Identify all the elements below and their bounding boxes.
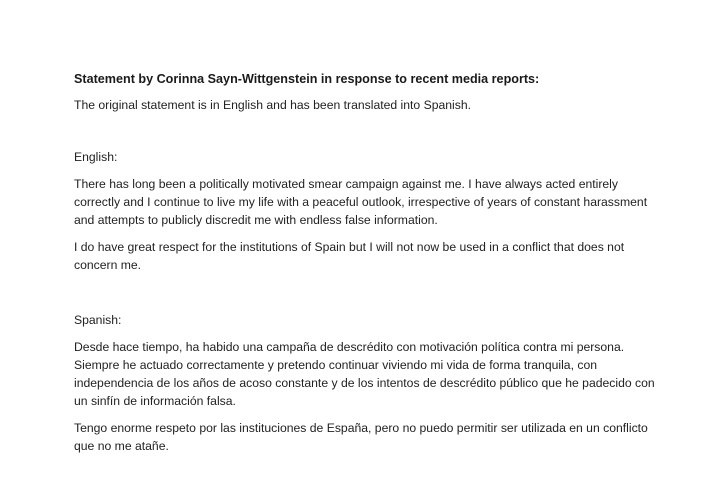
spanish-label: Spanish:: [74, 313, 122, 327]
statement-title: Statement by Corinna Sayn-Wittgenstein in response to recent media reports:: [74, 72, 540, 86]
spacer: [74, 283, 664, 311]
english-paragraph-1: There has long been a politically motivated smear campaign against me. I have always acted entirely correctly and I continue to live my life with a peaceful outlook, irrespective of years of constant harassment and attempts to publicly discredit me with endless false information.: [74, 177, 648, 227]
intro-text: The original statement is in English and has been translated into Spanish.: [74, 98, 472, 112]
english-paragraph-2: I do have great respect for the institutions of Spain but I will not now be used in a conflict that does not concern me.: [74, 240, 625, 272]
spacer: [74, 123, 664, 148]
english-label: English:: [74, 150, 118, 164]
statement-body: [74, 70, 664, 464]
spanish-paragraph-1: Desde hace tiempo, ha habido una campaña de descrédito con motivación política contra mi persona. Siempre he actuado correctamente y pretendo continuar viviendo mi vida de forma tranquila, con independencia de los años de acoso constante y de los intentos de descrédito público que he padecido con un sinfín de información falsa.: [74, 340, 655, 408]
spanish-paragraph-2: Tengo enorme respeto por las instituciones de España, pero no puedo permitir ser utilizada en un conflicto que no me atañe.: [74, 421, 648, 453]
